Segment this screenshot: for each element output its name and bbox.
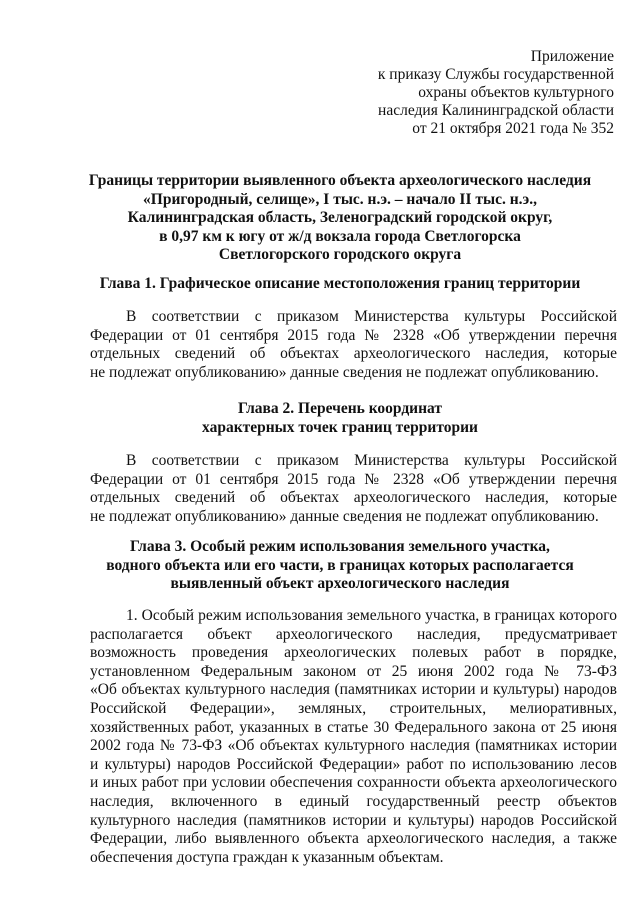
paragraph-line: возможность проведения археологических полевых работ в порядке,: [90, 644, 617, 662]
appendix-line: Приложение: [530, 48, 614, 65]
chapter3-paragraph: [90, 607, 617, 867]
paragraph-line: Федерации от 01 сентября 2015 года № 2328 «Об утверждении перечня: [90, 326, 617, 344]
paragraph-line: обеспечения доступа граждан к указанным объектам.: [90, 848, 444, 866]
title-line: Светлогорского городского округа: [218, 246, 462, 264]
paragraph-line: отдельных сведений об объектах археологического наследия, которые: [90, 489, 617, 507]
paragraph-line: не подлежат опубликованию» данные сведения не подлежат опубликованию.: [90, 507, 599, 525]
appendix-block: [314, 48, 614, 138]
appendix-line: наследия Калининградской области: [378, 102, 614, 119]
paragraph-line: не подлежат опубликованию» данные сведения не подлежат опубликованию.: [90, 363, 599, 381]
heading-line: характерных точек границ территории: [202, 418, 478, 436]
paragraph-line: располагается объект археологического наследия, предусматривает: [90, 625, 617, 643]
chapter2-paragraph: [90, 452, 617, 526]
document-title: [60, 172, 620, 265]
appendix-line: к приказу Службы государственной: [377, 66, 614, 83]
paragraph-line: и иных работ при условии обеспечения сохранности объекта археологического: [90, 774, 617, 792]
paragraph-line: отдельных сведений об объектах археологического наследия, которые: [90, 345, 617, 363]
title-line: «Пригородный, селище», I тыс. н.э. – начало II тыс. н.э.,: [143, 190, 537, 208]
paragraph-line: 2002 года № 73-ФЗ «Об объектах культурного наследия (памятниках истории: [90, 737, 617, 755]
paragraph-line: Федерации от 01 сентября 2015 года № 2328 «Об утверждении перечня: [90, 470, 617, 488]
title-line: Границы территории выявленного объекта археологического наследия: [88, 172, 592, 189]
paragraph-line: и культуры) народов Российской Федерации» работ по использованию лесов: [90, 755, 617, 773]
title-line: в 0,97 км к югу от ж/д вокзала города Светлогорска: [159, 227, 521, 245]
paragraph-line: Российской Федерации», земляных, строительных, мелиоративных,: [90, 699, 617, 717]
appendix-line: от 21 октября 2021 года № 352: [412, 120, 614, 137]
paragraph-line: «Об объектах культурного наследия (памятниках истории и культуры) народов: [90, 681, 617, 699]
chapter1-paragraph: [90, 308, 617, 382]
chapter2-heading: [60, 400, 620, 437]
paragraph-line: В соответствии с приказом Министерства культуры Российской: [126, 308, 617, 325]
heading-line: Глава 2. Перечень координат: [237, 400, 443, 417]
paragraph-line: хозяйственных работ, указанных в статье 30 Федерального закона от 25 июня: [90, 718, 617, 736]
title-line: Калининградская область, Зеленоградский городской округ,: [127, 209, 553, 227]
heading-line: выявленный объект археологического наследия: [170, 575, 510, 593]
chapter1-heading: [60, 275, 620, 294]
appendix-line: охраны объектов культурного: [418, 84, 614, 101]
paragraph-line: Федерации, либо выявленного объекта археологического наследия, а также: [90, 830, 617, 848]
paragraph-line: наследия, включенного в единый государственный реестр объектов: [90, 792, 617, 810]
heading-line: Глава 1. Графическое описание местоположения границ территории: [99, 275, 581, 292]
heading-line: Глава 3. Особый режим использования земельного участка,: [130, 538, 550, 555]
chapter3-heading: [60, 538, 620, 594]
paragraph-line: В соответствии с приказом Министерства культуры Российской: [126, 452, 617, 469]
heading-line: водного объекта или его части, в границах которых располагается: [106, 556, 574, 574]
paragraph-line: установленном Федеральным законом от 25 июня 2002 года № 73-ФЗ: [90, 662, 617, 680]
paragraph-line: 1. Особый режим использования земельного участка, в границах которого: [126, 607, 617, 624]
paragraph-line: культурного наследия (памятников истории и культуры) народов Российской: [90, 811, 617, 829]
